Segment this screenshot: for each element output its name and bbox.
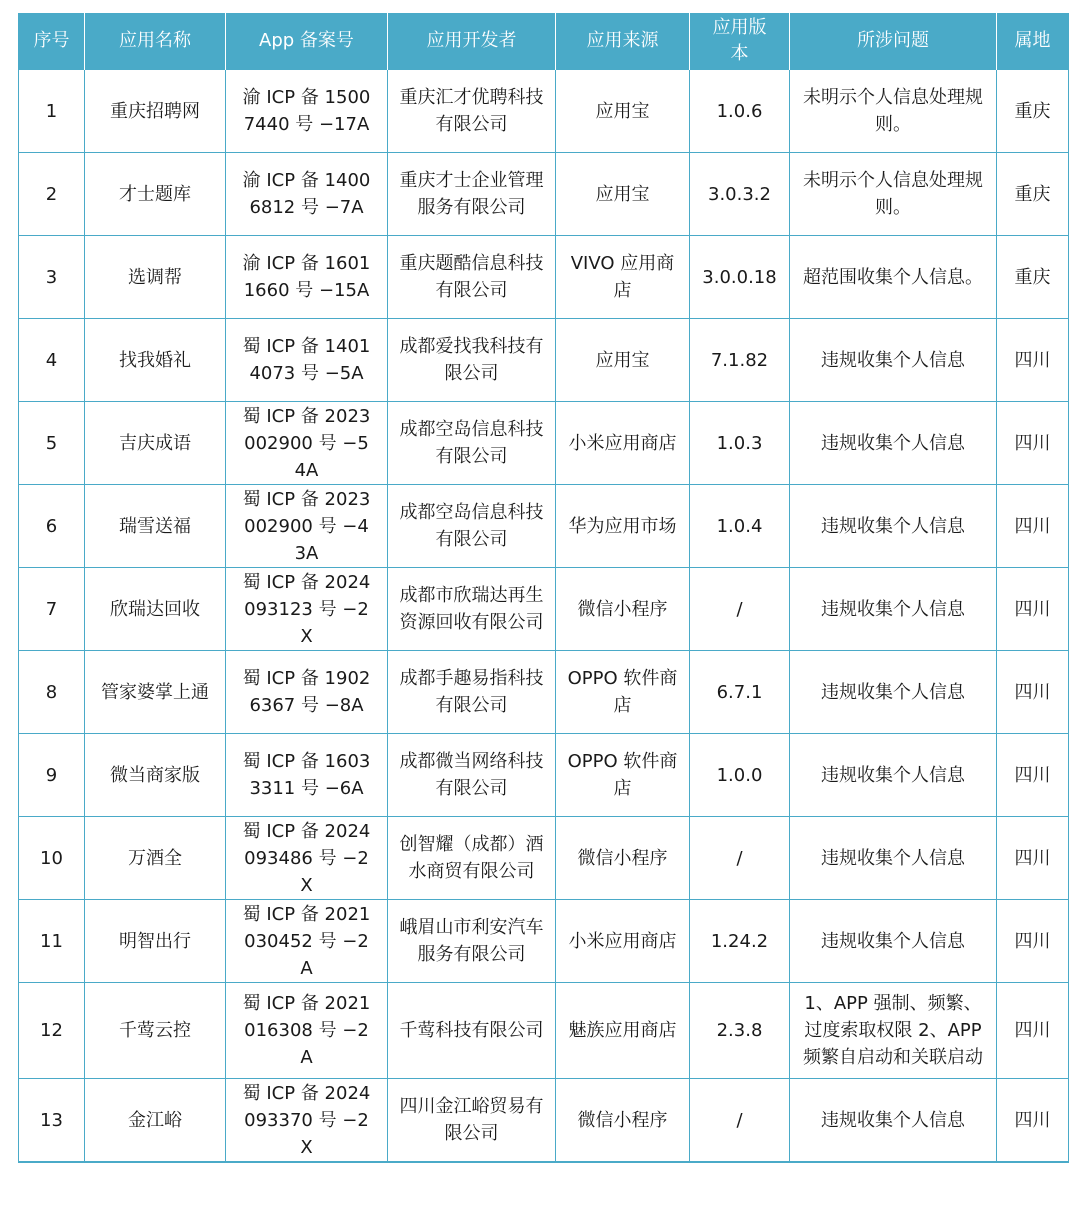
cell-developer: 千莺科技有限公司 xyxy=(388,983,556,1079)
cell-issue: 违规收集个人信息 xyxy=(790,485,997,568)
cell-region: 四川 xyxy=(997,319,1069,402)
cell-region: 重庆 xyxy=(997,153,1069,236)
cell-source: 微信小程序 xyxy=(556,1079,690,1163)
cell-developer: 成都爱找我科技有限公司 xyxy=(388,319,556,402)
cell-app-name: 管家婆掌上通 xyxy=(85,651,226,734)
cell-icp: 蜀 ICP 备 2021030452 号 −2A xyxy=(226,900,388,983)
cell-region: 四川 xyxy=(997,817,1069,900)
cell-issue: 违规收集个人信息 xyxy=(790,817,997,900)
cell-app-name: 千莺云控 xyxy=(85,983,226,1079)
cell-developer: 重庆汇才优聘科技有限公司 xyxy=(388,70,556,153)
cell-app-name: 选调帮 xyxy=(85,236,226,319)
cell-issue: 违规收集个人信息 xyxy=(790,651,997,734)
cell-developer: 创智耀（成都）酒水商贸有限公司 xyxy=(388,817,556,900)
cell-icp: 蜀 ICP 备 19026367 号 −8A xyxy=(226,651,388,734)
table-row xyxy=(19,1079,1069,1163)
cell-version: 1.0.6 xyxy=(690,70,790,153)
cell-icp: 蜀 ICP 备 2024093123 号 −2X xyxy=(226,568,388,651)
table-row xyxy=(19,319,1069,402)
cell-version: 2.3.8 xyxy=(690,983,790,1079)
cell-region: 四川 xyxy=(997,485,1069,568)
cell-developer: 成都微当网络科技有限公司 xyxy=(388,734,556,817)
table-row xyxy=(19,817,1069,900)
header-row xyxy=(19,13,1069,70)
header-region: 属地 xyxy=(997,13,1069,70)
cell-region: 四川 xyxy=(997,651,1069,734)
cell-region: 四川 xyxy=(997,568,1069,651)
cell-version: / xyxy=(690,1079,790,1163)
cell-no: 13 xyxy=(19,1079,85,1163)
cell-app-name: 吉庆成语 xyxy=(85,402,226,485)
cell-developer: 重庆题酷信息科技有限公司 xyxy=(388,236,556,319)
cell-icp: 蜀 ICP 备 2023002900 号 −43A xyxy=(226,485,388,568)
cell-developer: 成都空岛信息科技有限公司 xyxy=(388,485,556,568)
cell-app-name: 明智出行 xyxy=(85,900,226,983)
header-source: 应用来源 xyxy=(556,13,690,70)
cell-developer: 成都手趣易指科技有限公司 xyxy=(388,651,556,734)
cell-app-name: 金江峪 xyxy=(85,1079,226,1163)
table-row xyxy=(19,651,1069,734)
cell-no: 11 xyxy=(19,900,85,983)
cell-app-name: 欣瑞达回收 xyxy=(85,568,226,651)
table-row xyxy=(19,734,1069,817)
cell-app-name: 找我婚礼 xyxy=(85,319,226,402)
table-row xyxy=(19,236,1069,319)
cell-version: / xyxy=(690,817,790,900)
cell-issue: 违规收集个人信息 xyxy=(790,568,997,651)
cell-source: 华为应用市场 xyxy=(556,485,690,568)
cell-region: 四川 xyxy=(997,983,1069,1079)
cell-icp: 渝 ICP 备 15007440 号 −17A xyxy=(226,70,388,153)
cell-no: 1 xyxy=(19,70,85,153)
header-app-name: 应用名称 xyxy=(85,13,226,70)
cell-region: 四川 xyxy=(997,734,1069,817)
cell-no: 8 xyxy=(19,651,85,734)
cell-source: OPPO 软件商店 xyxy=(556,734,690,817)
table-row xyxy=(19,153,1069,236)
cell-source: 小米应用商店 xyxy=(556,402,690,485)
cell-icp: 蜀 ICP 备 2023002900 号 −54A xyxy=(226,402,388,485)
cell-issue: 违规收集个人信息 xyxy=(790,900,997,983)
cell-developer: 成都市欣瑞达再生资源回收有限公司 xyxy=(388,568,556,651)
cell-developer: 重庆才士企业管理服务有限公司 xyxy=(388,153,556,236)
cell-issue: 违规收集个人信息 xyxy=(790,1079,997,1163)
cell-region: 四川 xyxy=(997,1079,1069,1163)
cell-region: 重庆 xyxy=(997,70,1069,153)
cell-icp: 渝 ICP 备 14006812 号 −7A xyxy=(226,153,388,236)
table-row xyxy=(19,983,1069,1079)
cell-region: 四川 xyxy=(997,900,1069,983)
cell-issue: 1、APP 强制、频繁、过度索取权限 2、APP 频繁自启动和关联启动 xyxy=(790,983,997,1079)
cell-source: 小米应用商店 xyxy=(556,900,690,983)
cell-icp: 蜀 ICP 备 16033311 号 −6A xyxy=(226,734,388,817)
cell-no: 10 xyxy=(19,817,85,900)
cell-app-name: 才士题库 xyxy=(85,153,226,236)
header-no: 序号 xyxy=(19,13,85,70)
cell-no: 9 xyxy=(19,734,85,817)
table-row xyxy=(19,402,1069,485)
cell-no: 6 xyxy=(19,485,85,568)
cell-version: 1.0.0 xyxy=(690,734,790,817)
table-row xyxy=(19,568,1069,651)
cell-issue: 违规收集个人信息 xyxy=(790,402,997,485)
cell-icp: 蜀 ICP 备 2024093486 号 −2X xyxy=(226,817,388,900)
cell-app-name: 瑞雪送福 xyxy=(85,485,226,568)
cell-issue: 违规收集个人信息 xyxy=(790,319,997,402)
cell-no: 12 xyxy=(19,983,85,1079)
cell-no: 4 xyxy=(19,319,85,402)
cell-version: / xyxy=(690,568,790,651)
cell-region: 重庆 xyxy=(997,236,1069,319)
cell-app-name: 重庆招聘网 xyxy=(85,70,226,153)
cell-version: 1.0.4 xyxy=(690,485,790,568)
cell-version: 3.0.3.2 xyxy=(690,153,790,236)
cell-no: 5 xyxy=(19,402,85,485)
cell-issue: 未明示个人信息处理规则。 xyxy=(790,70,997,153)
cell-icp: 渝 ICP 备 16011660 号 −15A xyxy=(226,236,388,319)
table-row xyxy=(19,900,1069,983)
cell-icp: 蜀 ICP 备 14014073 号 −5A xyxy=(226,319,388,402)
table-row xyxy=(19,70,1069,153)
cell-icp: 蜀 ICP 备 2024093370 号 −2X xyxy=(226,1079,388,1163)
cell-source: 魅族应用商店 xyxy=(556,983,690,1079)
app-violation-table xyxy=(18,13,1069,1163)
header-issue: 所涉问题 xyxy=(790,13,997,70)
cell-version: 7.1.82 xyxy=(690,319,790,402)
cell-no: 2 xyxy=(19,153,85,236)
cell-developer: 峨眉山市利安汽车服务有限公司 xyxy=(388,900,556,983)
header-developer: 应用开发者 xyxy=(388,13,556,70)
table-row xyxy=(19,485,1069,568)
cell-source: 微信小程序 xyxy=(556,568,690,651)
cell-source: 微信小程序 xyxy=(556,817,690,900)
cell-developer: 成都空岛信息科技有限公司 xyxy=(388,402,556,485)
cell-version: 6.7.1 xyxy=(690,651,790,734)
cell-version: 1.0.3 xyxy=(690,402,790,485)
cell-source: VIVO 应用商店 xyxy=(556,236,690,319)
cell-app-name: 万酒全 xyxy=(85,817,226,900)
cell-source: 应用宝 xyxy=(556,319,690,402)
cell-issue: 违规收集个人信息 xyxy=(790,734,997,817)
cell-issue: 未明示个人信息处理规则。 xyxy=(790,153,997,236)
cell-version: 3.0.0.18 xyxy=(690,236,790,319)
cell-issue: 超范围收集个人信息。 xyxy=(790,236,997,319)
cell-developer: 四川金江峪贸易有限公司 xyxy=(388,1079,556,1163)
cell-no: 7 xyxy=(19,568,85,651)
cell-no: 3 xyxy=(19,236,85,319)
cell-app-name: 微当商家版 xyxy=(85,734,226,817)
header-icp: App 备案号 xyxy=(226,13,388,70)
header-version: 应用版本 xyxy=(690,13,790,70)
cell-icp: 蜀 ICP 备 2021016308 号 −2A xyxy=(226,983,388,1079)
cell-source: OPPO 软件商店 xyxy=(556,651,690,734)
table-container xyxy=(18,13,1068,1163)
cell-version: 1.24.2 xyxy=(690,900,790,983)
cell-source: 应用宝 xyxy=(556,153,690,236)
cell-region: 四川 xyxy=(997,402,1069,485)
cell-source: 应用宝 xyxy=(556,70,690,153)
